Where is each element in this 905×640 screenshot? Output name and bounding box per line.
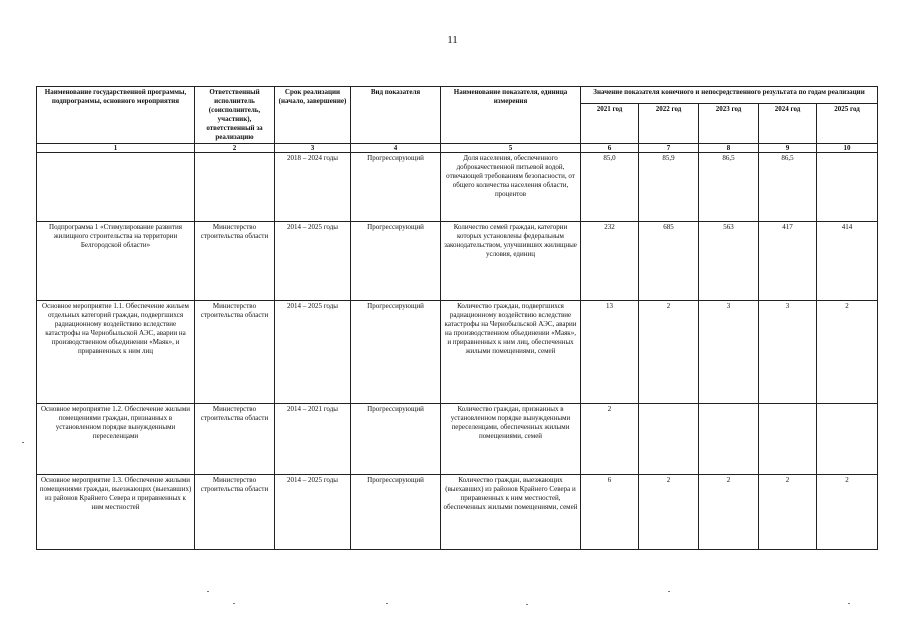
value-cell: 2 (639, 475, 699, 550)
value-cell: 6 (581, 475, 639, 550)
period-cell: 2014 – 2025 годы (275, 222, 351, 301)
executor-cell: Министерство строительства области (195, 404, 275, 475)
column-number: 5 (441, 144, 581, 153)
value-cell: 417 (759, 222, 817, 301)
type-cell: Прогрессирующий (351, 222, 441, 301)
scan-speck (386, 603, 388, 604)
scan-speck (233, 603, 235, 604)
column-number: 8 (699, 144, 759, 153)
column-number: 2 (195, 144, 275, 153)
indicator-cell: Доля населения, обеспеченного доброкачественной питьевой водой, отвечающей требованиям безопасности, от общего количества населения области, процентов (441, 153, 581, 222)
value-cell (817, 153, 878, 222)
program-cell: Основное мероприятие 1.2. Обеспечение жилыми помещениями граждан, признанных в установленном порядке вынужденными переселенцами (37, 404, 195, 475)
indicator-cell: Количество граждан, подвергшихся радиационному воздействию вследствие катастрофы на Чернобыльской АЭС, аварии на производственном объединении «Маяк», и приравненных к ним лиц, обеспеченных жилыми помещениями, семей (441, 301, 581, 404)
value-cell: 2 (817, 301, 878, 404)
header-indicator-type: Вид показателя (351, 87, 441, 144)
scan-speck (22, 442, 24, 443)
value-cell (759, 404, 817, 475)
header-indicator-name: Наименование показателя, единица измерения (441, 87, 581, 144)
scan-speck (668, 591, 670, 592)
table-row (37, 153, 878, 222)
value-cell: 414 (817, 222, 878, 301)
value-cell: 13 (581, 301, 639, 404)
header-year: 2021 год (581, 104, 639, 144)
table-row (37, 301, 878, 404)
header-executor: Ответственный исполнитель (соисполнитель, участник), ответственный за реализацию (195, 87, 275, 144)
value-cell: 85,0 (581, 153, 639, 222)
value-cell (699, 404, 759, 475)
header-values-group: Значение показателя конечного и непосредственного результата по годам реализации (581, 87, 878, 104)
value-cell: 2 (639, 301, 699, 404)
scan-speck (848, 603, 850, 604)
type-cell: Прогрессирующий (351, 404, 441, 475)
header-year: 2023 год (699, 104, 759, 144)
value-cell: 563 (699, 222, 759, 301)
header-year: 2024 год (759, 104, 817, 144)
type-cell: Прогрессирующий (351, 153, 441, 222)
type-cell: Прогрессирующий (351, 475, 441, 550)
column-number-row (37, 144, 878, 153)
executor-cell: Министерство строительства области (195, 222, 275, 301)
indicator-cell: Количество граждан, признанных в установленном порядке вынужденными переселенцами, обеспеченных жилыми помещениями, семей (441, 404, 581, 475)
program-cell: Основное мероприятие 1.3. Обеспечение жилыми помещениями граждан, выезжающих (выехавших) из районов Крайнего Севера и приравненных к ним местностей (37, 475, 195, 550)
table-row (37, 475, 878, 550)
table-row (37, 222, 878, 301)
value-cell: 2 (581, 404, 639, 475)
column-number: 3 (275, 144, 351, 153)
program-cell: Основное мероприятие 1.1. Обеспечение жильем отдельных категорий граждан, подвергшихся радиационному воздействию вследствие катастрофы на Чернобыльской АЭС, аварии на производственном объединении «Маяк», и приравненных к ним лиц (37, 301, 195, 404)
scan-speck (526, 604, 528, 605)
indicator-cell: Количество семей граждан, категории которых установлены федеральным законодательством, улучшивших жилищные условия, единиц (441, 222, 581, 301)
column-number: 7 (639, 144, 699, 153)
program-cell (37, 153, 195, 222)
indicator-cell: Количество граждан, выезжающих (выехавших) из районов Крайнего Севера и приравненных к ним местностей, обеспеченных жилыми помещениями, семей (441, 475, 581, 550)
header-year: 2022 год (639, 104, 699, 144)
column-number: 9 (759, 144, 817, 153)
executor-cell (195, 153, 275, 222)
value-cell (639, 404, 699, 475)
executor-cell: Министерство строительства области (195, 475, 275, 550)
value-cell: 86,5 (759, 153, 817, 222)
value-cell: 86,5 (699, 153, 759, 222)
header-program: Наименование государственной программы, подпрограммы, основного мероприятия (37, 87, 195, 144)
period-cell: 2014 – 2025 годы (275, 301, 351, 404)
table-row (37, 404, 878, 475)
program-cell: Подпрограмма 1 «Стимулирование развития жилищного строительства на территории Белгородской области» (37, 222, 195, 301)
indicators-table (36, 86, 878, 550)
column-number: 6 (581, 144, 639, 153)
value-cell: 85,9 (639, 153, 699, 222)
value-cell: 2 (699, 475, 759, 550)
header-year: 2025 год (817, 104, 878, 144)
value-cell: 3 (759, 301, 817, 404)
column-number: 4 (351, 144, 441, 153)
type-cell: Прогрессирующий (351, 301, 441, 404)
value-cell: 2 (759, 475, 817, 550)
period-cell: 2014 – 2025 годы (275, 475, 351, 550)
page-number: 11 (447, 34, 458, 46)
value-cell: 3 (699, 301, 759, 404)
period-cell: 2014 – 2021 годы (275, 404, 351, 475)
scan-speck (207, 591, 209, 592)
value-cell: 232 (581, 222, 639, 301)
column-number: 10 (817, 144, 878, 153)
column-number: 1 (37, 144, 195, 153)
period-cell: 2018 – 2024 годы (275, 153, 351, 222)
value-cell (817, 404, 878, 475)
value-cell: 685 (639, 222, 699, 301)
executor-cell: Министерство строительства области (195, 301, 275, 404)
header-period: Срок реализации (начало, завершение) (275, 87, 351, 144)
value-cell: 2 (817, 475, 878, 550)
